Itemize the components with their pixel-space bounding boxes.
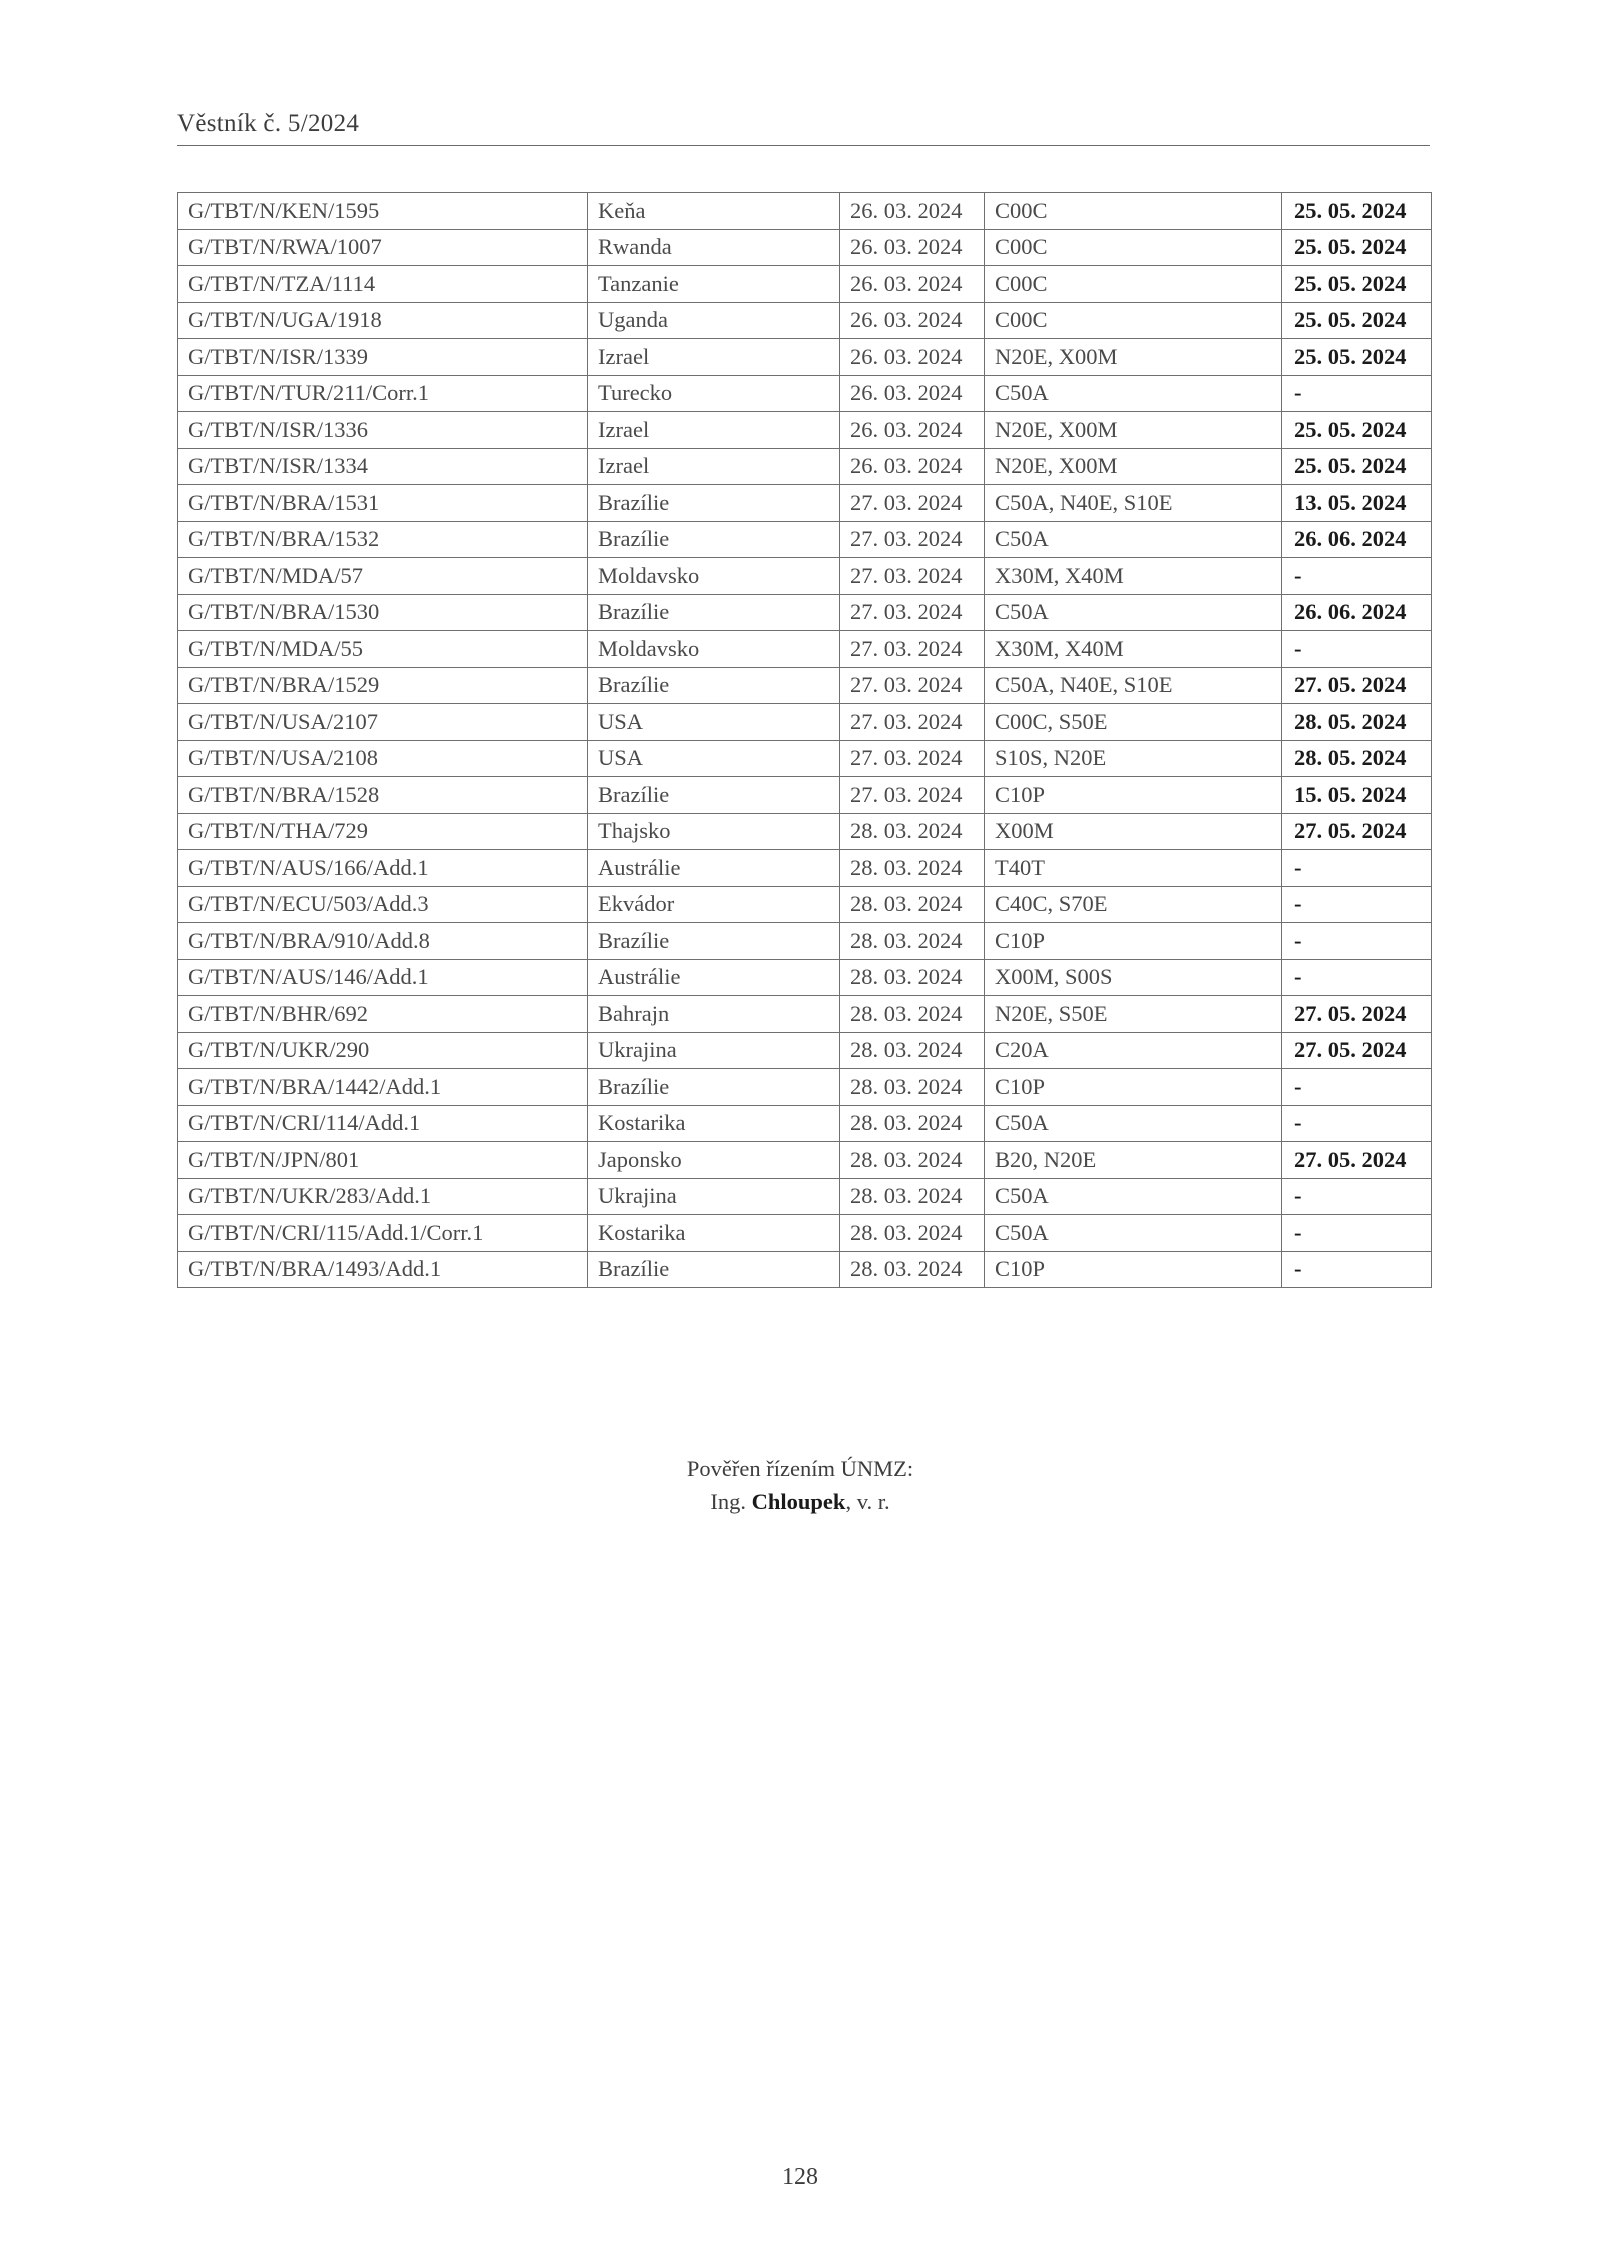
notification-date-cell: 28. 03. 2024: [840, 1251, 985, 1288]
ics-codes-cell: N20E, S50E: [985, 996, 1282, 1033]
table-row: [178, 448, 1432, 485]
notification-code-cell: G/TBT/N/ISR/1339: [178, 339, 588, 376]
page-number: 128: [782, 2164, 818, 2190]
ics-codes-cell: N20E, X00M: [985, 412, 1282, 449]
table-row: [178, 1105, 1432, 1142]
ics-codes-cell: C10P: [985, 1069, 1282, 1106]
ics-codes-cell: S10S, N20E: [985, 740, 1282, 777]
notification-code-cell: G/TBT/N/USA/2108: [178, 740, 588, 777]
notification-date-cell: 28. 03. 2024: [840, 923, 985, 960]
ics-codes-cell: N20E, X00M: [985, 339, 1282, 376]
notification-code-cell: G/TBT/N/BRA/1442/Add.1: [178, 1069, 588, 1106]
country-cell: Turecko: [588, 375, 840, 412]
country-cell: Kostarika: [588, 1105, 840, 1142]
comment-deadline-cell: -: [1282, 558, 1432, 595]
signature-title: Pověřen řízením ÚNMZ:: [686, 1456, 914, 1481]
country-cell: Brazílie: [588, 521, 840, 558]
country-cell: Moldavsko: [588, 631, 840, 668]
ics-codes-cell: C10P: [985, 923, 1282, 960]
table-row: [178, 1032, 1432, 1069]
notification-date-cell: 27. 03. 2024: [840, 485, 985, 522]
country-cell: USA: [588, 740, 840, 777]
ics-codes-cell: X30M, X40M: [985, 631, 1282, 668]
comment-deadline-cell: -: [1282, 1215, 1432, 1252]
notification-date-cell: 27. 03. 2024: [840, 667, 985, 704]
notification-date-cell: 27. 03. 2024: [840, 521, 985, 558]
table-row: [178, 302, 1432, 339]
notification-code-cell: G/TBT/N/BRA/1532: [178, 521, 588, 558]
notification-date-cell: 28. 03. 2024: [840, 996, 985, 1033]
notification-code-cell: G/TBT/N/MDA/55: [178, 631, 588, 668]
country-cell: Brazílie: [588, 777, 840, 814]
comment-deadline-cell: 25. 05. 2024: [1282, 448, 1432, 485]
notification-date-cell: 28. 03. 2024: [840, 959, 985, 996]
ics-codes-cell: X00M: [985, 813, 1282, 850]
country-cell: Izrael: [588, 339, 840, 376]
header-divider: [177, 145, 1430, 146]
comment-deadline-cell: -: [1282, 1105, 1432, 1142]
table-row: [178, 1178, 1432, 1215]
comment-deadline-cell: 27. 05. 2024: [1282, 996, 1432, 1033]
notification-code-cell: G/TBT/N/BRA/1528: [178, 777, 588, 814]
ics-codes-cell: C00C: [985, 266, 1282, 303]
ics-codes-cell: C00C, S50E: [985, 704, 1282, 741]
table-row: [178, 1251, 1432, 1288]
table-row: [178, 558, 1432, 595]
table-row: [178, 229, 1432, 266]
notification-date-cell: 26. 03. 2024: [840, 339, 985, 376]
notification-date-cell: 27. 03. 2024: [840, 631, 985, 668]
table-row: [178, 266, 1432, 303]
comment-deadline-cell: 26. 06. 2024: [1282, 521, 1432, 558]
country-cell: Brazílie: [588, 594, 840, 631]
ics-codes-cell: C50A: [985, 1105, 1282, 1142]
country-cell: USA: [588, 704, 840, 741]
ics-codes-cell: X30M, X40M: [985, 558, 1282, 595]
notification-code-cell: G/TBT/N/THA/729: [178, 813, 588, 850]
notification-code-cell: G/TBT/N/BRA/1493/Add.1: [178, 1251, 588, 1288]
notification-date-cell: 27. 03. 2024: [840, 558, 985, 595]
country-cell: Austrálie: [588, 850, 840, 887]
ics-codes-cell: C10P: [985, 1251, 1282, 1288]
notification-code-cell: G/TBT/N/UGA/1918: [178, 302, 588, 339]
notification-code-cell: G/TBT/N/AUS/166/Add.1: [178, 850, 588, 887]
signature-suffix: , v. r.: [845, 1489, 890, 1514]
table-row: [178, 412, 1432, 449]
notification-code-cell: G/TBT/N/BRA/1531: [178, 485, 588, 522]
notification-code-cell: G/TBT/N/BRA/1529: [178, 667, 588, 704]
ics-codes-cell: C50A, N40E, S10E: [985, 667, 1282, 704]
notification-date-cell: 28. 03. 2024: [840, 1069, 985, 1106]
notification-code-cell: G/TBT/N/UKR/290: [178, 1032, 588, 1069]
notifications-table: [177, 192, 1432, 1288]
page-header: Věstník č. 5/2024: [177, 110, 360, 137]
table-row: [178, 339, 1432, 376]
ics-codes-cell: B20, N20E: [985, 1142, 1282, 1179]
ics-codes-cell: C20A: [985, 1032, 1282, 1069]
country-cell: Japonsko: [588, 1142, 840, 1179]
comment-deadline-cell: 25. 05. 2024: [1282, 302, 1432, 339]
notification-date-cell: 28. 03. 2024: [840, 1032, 985, 1069]
table-row: [178, 631, 1432, 668]
comment-deadline-cell: 25. 05. 2024: [1282, 412, 1432, 449]
notification-code-cell: G/TBT/N/USA/2107: [178, 704, 588, 741]
table-row: [178, 959, 1432, 996]
table-row: [178, 594, 1432, 631]
comment-deadline-cell: 25. 05. 2024: [1282, 266, 1432, 303]
comment-deadline-cell: 27. 05. 2024: [1282, 1142, 1432, 1179]
notification-code-cell: G/TBT/N/TUR/211/Corr.1: [178, 375, 588, 412]
ics-codes-cell: C50A, N40E, S10E: [985, 485, 1282, 522]
table-row: [178, 923, 1432, 960]
country-cell: Kostarika: [588, 1215, 840, 1252]
notification-code-cell: G/TBT/N/KEN/1595: [178, 193, 588, 230]
table-row: [178, 485, 1432, 522]
country-cell: Thajsko: [588, 813, 840, 850]
comment-deadline-cell: 27. 05. 2024: [1282, 1032, 1432, 1069]
notification-date-cell: 28. 03. 2024: [840, 1142, 985, 1179]
notification-code-cell: G/TBT/N/AUS/146/Add.1: [178, 959, 588, 996]
notification-date-cell: 26. 03. 2024: [840, 229, 985, 266]
notification-code-cell: G/TBT/N/ISR/1334: [178, 448, 588, 485]
table-row: [178, 740, 1432, 777]
comment-deadline-cell: -: [1282, 1178, 1432, 1215]
comment-deadline-cell: 28. 05. 2024: [1282, 740, 1432, 777]
notification-code-cell: G/TBT/N/MDA/57: [178, 558, 588, 595]
country-cell: Rwanda: [588, 229, 840, 266]
notification-date-cell: 26. 03. 2024: [840, 302, 985, 339]
country-cell: Moldavsko: [588, 558, 840, 595]
comment-deadline-cell: 15. 05. 2024: [1282, 777, 1432, 814]
notification-code-cell: G/TBT/N/RWA/1007: [178, 229, 588, 266]
ics-codes-cell: T40T: [985, 850, 1282, 887]
country-cell: Brazílie: [588, 667, 840, 704]
ics-codes-cell: C00C: [985, 302, 1282, 339]
comment-deadline-cell: -: [1282, 631, 1432, 668]
country-cell: Ukrajina: [588, 1178, 840, 1215]
notification-date-cell: 28. 03. 2024: [840, 1178, 985, 1215]
table-row: [178, 375, 1432, 412]
comment-deadline-cell: -: [1282, 923, 1432, 960]
ics-codes-cell: C40C, S70E: [985, 886, 1282, 923]
comment-deadline-cell: 28. 05. 2024: [1282, 704, 1432, 741]
country-cell: Ukrajina: [588, 1032, 840, 1069]
notification-date-cell: 27. 03. 2024: [840, 704, 985, 741]
ics-codes-cell: C00C: [985, 193, 1282, 230]
notification-date-cell: 26. 03. 2024: [840, 266, 985, 303]
table-row: [178, 704, 1432, 741]
notification-code-cell: G/TBT/N/BRA/1530: [178, 594, 588, 631]
country-cell: Izrael: [588, 448, 840, 485]
country-cell: Keňa: [588, 193, 840, 230]
table-row: [178, 667, 1432, 704]
table-row: [178, 886, 1432, 923]
table-row: [178, 1215, 1432, 1252]
signature-prefix: Ing.: [710, 1489, 752, 1514]
comment-deadline-cell: 25. 05. 2024: [1282, 229, 1432, 266]
country-cell: Austrálie: [588, 959, 840, 996]
notification-code-cell: G/TBT/N/JPN/801: [178, 1142, 588, 1179]
notification-code-cell: G/TBT/N/CRI/114/Add.1: [178, 1105, 588, 1142]
country-cell: Brazílie: [588, 1251, 840, 1288]
ics-codes-cell: X00M, S00S: [985, 959, 1282, 996]
comment-deadline-cell: -: [1282, 1251, 1432, 1288]
notification-date-cell: 26. 03. 2024: [840, 412, 985, 449]
notification-date-cell: 28. 03. 2024: [840, 850, 985, 887]
notification-code-cell: G/TBT/N/ISR/1336: [178, 412, 588, 449]
country-cell: Izrael: [588, 412, 840, 449]
comment-deadline-cell: -: [1282, 850, 1432, 887]
country-cell: Brazílie: [588, 923, 840, 960]
notification-date-cell: 26. 03. 2024: [840, 193, 985, 230]
notification-code-cell: G/TBT/N/CRI/115/Add.1/Corr.1: [178, 1215, 588, 1252]
notification-date-cell: 28. 03. 2024: [840, 886, 985, 923]
signature-name: [0, 1485, 1600, 1518]
country-cell: Bahrajn: [588, 996, 840, 1033]
notification-date-cell: 28. 03. 2024: [840, 1215, 985, 1252]
ics-codes-cell: C50A: [985, 594, 1282, 631]
notification-date-cell: 27. 03. 2024: [840, 740, 985, 777]
comment-deadline-cell: 27. 05. 2024: [1282, 667, 1432, 704]
ics-codes-cell: C50A: [985, 521, 1282, 558]
ics-codes-cell: N20E, X00M: [985, 448, 1282, 485]
signatory-surname: Chloupek: [751, 1489, 846, 1514]
notification-date-cell: 27. 03. 2024: [840, 777, 985, 814]
notification-date-cell: 28. 03. 2024: [840, 813, 985, 850]
notification-code-cell: G/TBT/N/BHR/692: [178, 996, 588, 1033]
table-row: [178, 193, 1432, 230]
table-row: [178, 1069, 1432, 1106]
comment-deadline-cell: 26. 06. 2024: [1282, 594, 1432, 631]
notification-date-cell: 26. 03. 2024: [840, 375, 985, 412]
notification-date-cell: 26. 03. 2024: [840, 448, 985, 485]
ics-codes-cell: C10P: [985, 777, 1282, 814]
country-cell: Brazílie: [588, 1069, 840, 1106]
ics-codes-cell: C00C: [985, 229, 1282, 266]
comment-deadline-cell: -: [1282, 959, 1432, 996]
comment-deadline-cell: -: [1282, 1069, 1432, 1106]
table-row: [178, 521, 1432, 558]
country-cell: Uganda: [588, 302, 840, 339]
ics-codes-cell: C50A: [985, 1215, 1282, 1252]
comment-deadline-cell: 25. 05. 2024: [1282, 339, 1432, 376]
notification-date-cell: 27. 03. 2024: [840, 594, 985, 631]
notification-code-cell: G/TBT/N/TZA/1114: [178, 266, 588, 303]
country-cell: Tanzanie: [588, 266, 840, 303]
table-row: [178, 777, 1432, 814]
country-cell: Brazílie: [588, 485, 840, 522]
notification-code-cell: G/TBT/N/UKR/283/Add.1: [178, 1178, 588, 1215]
country-cell: Ekvádor: [588, 886, 840, 923]
notification-code-cell: G/TBT/N/ECU/503/Add.3: [178, 886, 588, 923]
comment-deadline-cell: 25. 05. 2024: [1282, 193, 1432, 230]
ics-codes-cell: C50A: [985, 375, 1282, 412]
table-row: [178, 813, 1432, 850]
table-row: [178, 850, 1432, 887]
notification-date-cell: 28. 03. 2024: [840, 1105, 985, 1142]
comment-deadline-cell: -: [1282, 375, 1432, 412]
notification-code-cell: G/TBT/N/BRA/910/Add.8: [178, 923, 588, 960]
table-row: [178, 1142, 1432, 1179]
ics-codes-cell: C50A: [985, 1178, 1282, 1215]
comment-deadline-cell: -: [1282, 886, 1432, 923]
comment-deadline-cell: 27. 05. 2024: [1282, 813, 1432, 850]
comment-deadline-cell: 13. 05. 2024: [1282, 485, 1432, 522]
table-row: [178, 996, 1432, 1033]
